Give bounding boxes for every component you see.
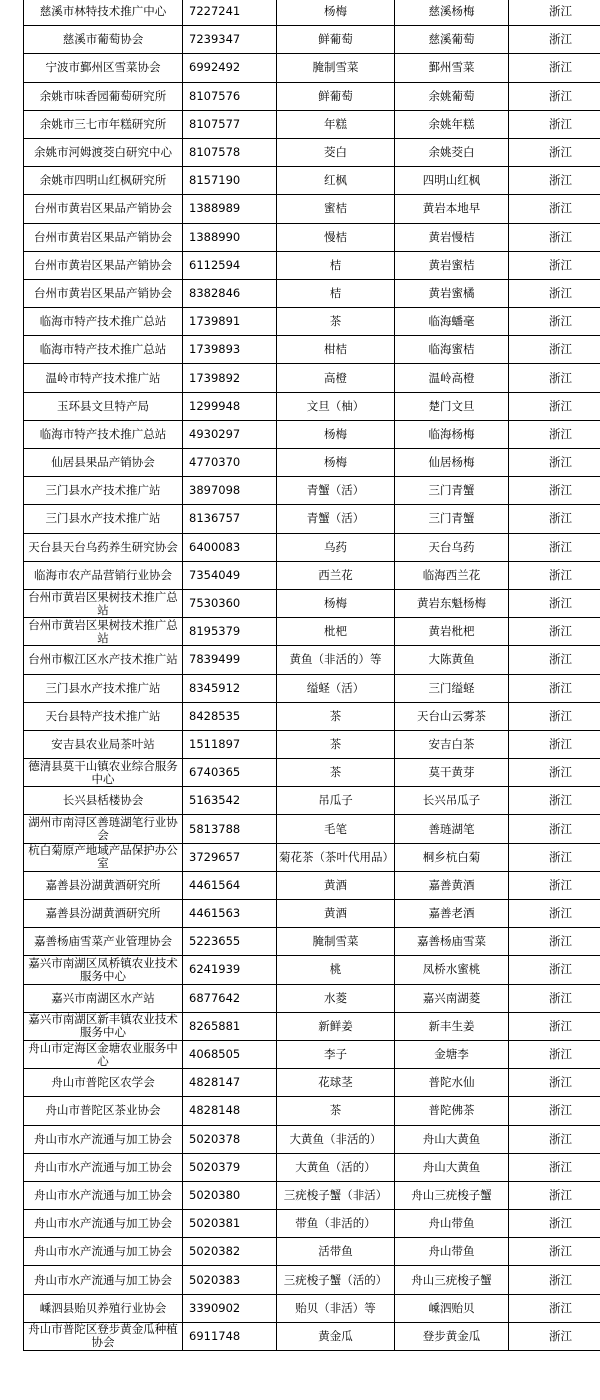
product-cell: 大黄鱼（活的）: [277, 1153, 395, 1181]
province-cell: 浙江: [509, 1266, 600, 1294]
product-cell: 毛笔: [277, 815, 395, 843]
product-cell: 蜜桔: [277, 195, 395, 223]
province-cell: 浙江: [509, 533, 600, 561]
registration-number-cell: 4828148: [183, 1097, 277, 1125]
trademark-name-cell: 金塘李: [395, 1040, 509, 1068]
trademark-name-cell: 舟山三疣梭子蟹: [395, 1181, 509, 1209]
applicant-cell: 台州市黄岩区果品产销协会: [24, 223, 183, 251]
trademark-name-cell: 鄞州雪菜: [395, 54, 509, 82]
product-cell: 茶: [277, 1097, 395, 1125]
province-cell: 浙江: [509, 759, 600, 787]
registration-number-cell: 8428535: [183, 702, 277, 730]
table-row: [24, 1181, 600, 1209]
province-cell: 浙江: [509, 0, 600, 26]
province-cell: 浙江: [509, 505, 600, 533]
table-row: [24, 730, 600, 758]
trademark-name-cell: 黄岩东魁杨梅: [395, 589, 509, 617]
province-cell: 浙江: [509, 815, 600, 843]
table-row: [24, 1012, 600, 1040]
applicant-cell: 仙居县果品产销协会: [24, 449, 183, 477]
registration-number-cell: 8382846: [183, 279, 277, 307]
table-row: [24, 1040, 600, 1068]
table-row: [24, 589, 600, 617]
registration-number-cell: 7839499: [183, 646, 277, 674]
product-cell: 西兰花: [277, 561, 395, 589]
registration-number-cell: 8107577: [183, 110, 277, 138]
product-cell: 新鲜姜: [277, 1012, 395, 1040]
product-cell: 腌制雪菜: [277, 54, 395, 82]
registration-number-cell: 3897098: [183, 477, 277, 505]
table-row: [24, 1322, 600, 1350]
applicant-cell: 舟山市普陀区农学会: [24, 1069, 183, 1097]
trademark-name-cell: 桐乡杭白菊: [395, 843, 509, 871]
trademark-table: [23, 0, 600, 1351]
province-cell: 浙江: [509, 1294, 600, 1322]
province-cell: 浙江: [509, 251, 600, 279]
table-row: [24, 167, 600, 195]
trademark-name-cell: 登步黄金瓜: [395, 1322, 509, 1350]
province-cell: 浙江: [509, 138, 600, 166]
registration-number-cell: 4068505: [183, 1040, 277, 1068]
registration-number-cell: 1739892: [183, 364, 277, 392]
trademark-name-cell: 嵊泗贻贝: [395, 1294, 509, 1322]
product-cell: 桔: [277, 279, 395, 307]
applicant-cell: 三门县水产技术推广站: [24, 505, 183, 533]
province-cell: 浙江: [509, 1322, 600, 1350]
trademark-name-cell: 嘉善杨庙雪菜: [395, 928, 509, 956]
province-cell: 浙江: [509, 449, 600, 477]
applicant-cell: 嵊泗县贻贝养殖行业协会: [24, 1294, 183, 1322]
trademark-name-cell: 舟山大黄鱼: [395, 1153, 509, 1181]
applicant-cell: 长兴县栝楼协会: [24, 787, 183, 815]
registration-number-cell: 6992492: [183, 54, 277, 82]
table-row: [24, 0, 600, 26]
applicant-cell: 天台县特产技术推广站: [24, 702, 183, 730]
trademark-name-cell: 三门青蟹: [395, 477, 509, 505]
trademark-name-cell: 余姚茭白: [395, 138, 509, 166]
registration-number-cell: 1388990: [183, 223, 277, 251]
table-row: [24, 759, 600, 787]
table-row: [24, 138, 600, 166]
province-cell: 浙江: [509, 1125, 600, 1153]
applicant-cell: 三门县水产技术推广站: [24, 477, 183, 505]
applicant-cell: 台州市椒江区水产技术推广站: [24, 646, 183, 674]
province-cell: 浙江: [509, 308, 600, 336]
product-cell: 杨梅: [277, 589, 395, 617]
applicant-cell: 舟山市普陀区登步黄金瓜种植协会: [24, 1322, 183, 1350]
registration-number-cell: 6112594: [183, 251, 277, 279]
trademark-name-cell: 临海西兰花: [395, 561, 509, 589]
applicant-cell: 舟山市普陀区茶业协会: [24, 1097, 183, 1125]
registration-number-cell: 1739891: [183, 308, 277, 336]
table-row: [24, 449, 600, 477]
applicant-cell: 舟山市定海区金塘农业服务中心: [24, 1040, 183, 1068]
province-cell: 浙江: [509, 364, 600, 392]
table-row: [24, 1069, 600, 1097]
registration-number-cell: 7354049: [183, 561, 277, 589]
product-cell: 桃: [277, 956, 395, 984]
registration-number-cell: 8345912: [183, 674, 277, 702]
registration-number-cell: 8265881: [183, 1012, 277, 1040]
applicant-cell: 台州市黄岩区果品产销协会: [24, 251, 183, 279]
trademark-name-cell: 余姚葡萄: [395, 82, 509, 110]
table-row: [24, 223, 600, 251]
trademark-name-cell: 四明山红枫: [395, 167, 509, 195]
applicant-cell: 台州市黄岩区果品产销协会: [24, 195, 183, 223]
trademark-name-cell: 仙居杨梅: [395, 449, 509, 477]
province-cell: 浙江: [509, 477, 600, 505]
table-row: [24, 1238, 600, 1266]
applicant-cell: 临海市特产技术推广总站: [24, 420, 183, 448]
province-cell: 浙江: [509, 900, 600, 928]
product-cell: 杨梅: [277, 0, 395, 26]
product-cell: 桔: [277, 251, 395, 279]
applicant-cell: 天台县天台乌药养生研究协会: [24, 533, 183, 561]
registration-number-cell: 6241939: [183, 956, 277, 984]
trademark-name-cell: 莫干黄芽: [395, 759, 509, 787]
applicant-cell: 余姚市河姆渡茭白研究中心: [24, 138, 183, 166]
province-cell: 浙江: [509, 167, 600, 195]
table-row: [24, 82, 600, 110]
registration-number-cell: 6877642: [183, 984, 277, 1012]
trademark-name-cell: 三门青蟹: [395, 505, 509, 533]
table-row: [24, 871, 600, 899]
applicant-cell: 安吉县农业局茶叶站: [24, 730, 183, 758]
product-cell: 杨梅: [277, 420, 395, 448]
applicant-cell: 余姚市四明山红枫研究所: [24, 167, 183, 195]
trademark-name-cell: 黄岩枇杷: [395, 618, 509, 646]
registration-number-cell: 4930297: [183, 420, 277, 448]
table-row: [24, 392, 600, 420]
registration-number-cell: 6740365: [183, 759, 277, 787]
applicant-cell: 温岭市特产技术推广站: [24, 364, 183, 392]
applicant-cell: 舟山市水产流通与加工协会: [24, 1125, 183, 1153]
province-cell: 浙江: [509, 702, 600, 730]
province-cell: 浙江: [509, 561, 600, 589]
registration-number-cell: 5020383: [183, 1266, 277, 1294]
applicant-cell: 嘉兴市南湖区新丰镇农业技术服务中心: [24, 1012, 183, 1040]
province-cell: 浙江: [509, 1012, 600, 1040]
province-cell: 浙江: [509, 1238, 600, 1266]
applicant-cell: 台州市黄岩区果树技术推广总站: [24, 589, 183, 617]
table-row: [24, 1294, 600, 1322]
product-cell: 活带鱼: [277, 1238, 395, 1266]
trademark-name-cell: 余姚年糕: [395, 110, 509, 138]
province-cell: 浙江: [509, 787, 600, 815]
province-cell: 浙江: [509, 1069, 600, 1097]
registration-number-cell: 5020378: [183, 1125, 277, 1153]
registration-number-cell: 4461563: [183, 900, 277, 928]
product-cell: 缢蛏（活）: [277, 674, 395, 702]
province-cell: 浙江: [509, 1153, 600, 1181]
applicant-cell: 三门县水产技术推广站: [24, 674, 183, 702]
table-row: [24, 26, 600, 54]
registration-number-cell: 1739893: [183, 336, 277, 364]
applicant-cell: 舟山市水产流通与加工协会: [24, 1153, 183, 1181]
table-row: [24, 110, 600, 138]
province-cell: 浙江: [509, 674, 600, 702]
trademark-name-cell: 三门缢蛏: [395, 674, 509, 702]
registration-number-cell: 7530360: [183, 589, 277, 617]
table-row: [24, 561, 600, 589]
applicant-cell: 嘉善县汾湖黄酒研究所: [24, 871, 183, 899]
trademark-name-cell: 舟山带鱼: [395, 1238, 509, 1266]
product-cell: 文旦（柚）: [277, 392, 395, 420]
table-row: [24, 702, 600, 730]
table-row: [24, 364, 600, 392]
registration-number-cell: 4770370: [183, 449, 277, 477]
province-cell: 浙江: [509, 928, 600, 956]
table-row: [24, 477, 600, 505]
table-row: [24, 1266, 600, 1294]
province-cell: 浙江: [509, 956, 600, 984]
province-cell: 浙江: [509, 223, 600, 251]
trademark-name-cell: 舟山大黄鱼: [395, 1125, 509, 1153]
table-row: [24, 787, 600, 815]
product-cell: 茶: [277, 759, 395, 787]
product-cell: 黄酒: [277, 900, 395, 928]
applicant-cell: 舟山市水产流通与加工协会: [24, 1238, 183, 1266]
product-cell: 红枫: [277, 167, 395, 195]
product-cell: 黄鱼（非活的）等: [277, 646, 395, 674]
table-row: [24, 336, 600, 364]
registration-number-cell: 5223655: [183, 928, 277, 956]
product-cell: 花球茎: [277, 1069, 395, 1097]
product-cell: 吊瓜子: [277, 787, 395, 815]
applicant-cell: 台州市黄岩区果品产销协会: [24, 279, 183, 307]
product-cell: 鲜葡萄: [277, 26, 395, 54]
registration-number-cell: 5813788: [183, 815, 277, 843]
table-row: [24, 279, 600, 307]
table-row: [24, 505, 600, 533]
table-row: [24, 843, 600, 871]
province-cell: 浙江: [509, 279, 600, 307]
trademark-name-cell: 慈溪葡萄: [395, 26, 509, 54]
product-cell: 慢桔: [277, 223, 395, 251]
table-row: [24, 928, 600, 956]
product-cell: 菊花茶（茶叶代用品）: [277, 843, 395, 871]
registration-number-cell: 6400083: [183, 533, 277, 561]
applicant-cell: 余姚市三七市年糕研究所: [24, 110, 183, 138]
registration-number-cell: 5020381: [183, 1210, 277, 1238]
product-cell: 年糕: [277, 110, 395, 138]
province-cell: 浙江: [509, 420, 600, 448]
product-cell: 大黄鱼（非活的）: [277, 1125, 395, 1153]
applicant-cell: 嘉善县汾湖黄酒研究所: [24, 900, 183, 928]
province-cell: 浙江: [509, 646, 600, 674]
province-cell: 浙江: [509, 984, 600, 1012]
trademark-name-cell: 天台乌药: [395, 533, 509, 561]
registration-number-cell: 7239347: [183, 26, 277, 54]
registration-number-cell: 1388989: [183, 195, 277, 223]
registration-number-cell: 4828147: [183, 1069, 277, 1097]
applicant-cell: 慈溪市葡萄协会: [24, 26, 183, 54]
trademark-name-cell: 黄岩本地早: [395, 195, 509, 223]
product-cell: 枇杷: [277, 618, 395, 646]
registration-number-cell: 7227241: [183, 0, 277, 26]
registration-number-cell: 5020382: [183, 1238, 277, 1266]
trademark-name-cell: 大陈黄鱼: [395, 646, 509, 674]
registration-number-cell: 6911748: [183, 1322, 277, 1350]
applicant-cell: 舟山市水产流通与加工协会: [24, 1181, 183, 1209]
product-cell: 三疣梭子蟹（活的）: [277, 1266, 395, 1294]
table-body: [24, 0, 600, 1351]
table-row: [24, 1125, 600, 1153]
trademark-name-cell: 黄岩慢桔: [395, 223, 509, 251]
product-cell: 鲜葡萄: [277, 82, 395, 110]
applicant-cell: 玉环县文旦特产局: [24, 392, 183, 420]
product-cell: 柑桔: [277, 336, 395, 364]
trademark-name-cell: 普陀水仙: [395, 1069, 509, 1097]
applicant-cell: 台州市黄岩区果树技术推广总站: [24, 618, 183, 646]
trademark-name-cell: 凤桥水蜜桃: [395, 956, 509, 984]
trademark-name-cell: 普陀佛茶: [395, 1097, 509, 1125]
table-row: [24, 54, 600, 82]
trademark-name-cell: 临海杨梅: [395, 420, 509, 448]
registration-number-cell: 5020380: [183, 1181, 277, 1209]
province-cell: 浙江: [509, 54, 600, 82]
province-cell: 浙江: [509, 1210, 600, 1238]
trademark-name-cell: 天台山云雾茶: [395, 702, 509, 730]
registration-number-cell: 1299948: [183, 392, 277, 420]
trademark-name-cell: 长兴吊瓜子: [395, 787, 509, 815]
product-cell: 杨梅: [277, 449, 395, 477]
table-row: [24, 984, 600, 1012]
trademark-name-cell: 楚门文旦: [395, 392, 509, 420]
province-cell: 浙江: [509, 336, 600, 364]
table-row: [24, 533, 600, 561]
applicant-cell: 德清县莫干山镇农业综合服务中心: [24, 759, 183, 787]
trademark-name-cell: 慈溪杨梅: [395, 0, 509, 26]
product-cell: 高橙: [277, 364, 395, 392]
applicant-cell: 临海市特产技术推广总站: [24, 308, 183, 336]
province-cell: 浙江: [509, 730, 600, 758]
trademark-name-cell: 黄岩蜜桔: [395, 251, 509, 279]
product-cell: 腌制雪菜: [277, 928, 395, 956]
province-cell: 浙江: [509, 26, 600, 54]
table-row: [24, 308, 600, 336]
product-cell: 带鱼（非活的）: [277, 1210, 395, 1238]
registration-number-cell: 8157190: [183, 167, 277, 195]
applicant-cell: 临海市农产品营销行业协会: [24, 561, 183, 589]
product-cell: 茶: [277, 308, 395, 336]
province-cell: 浙江: [509, 110, 600, 138]
trademark-name-cell: 嘉兴南湖菱: [395, 984, 509, 1012]
product-cell: 水菱: [277, 984, 395, 1012]
table-row: [24, 618, 600, 646]
product-cell: 茶: [277, 730, 395, 758]
registration-number-cell: 8136757: [183, 505, 277, 533]
province-cell: 浙江: [509, 1097, 600, 1125]
province-cell: 浙江: [509, 195, 600, 223]
applicant-cell: 嘉兴市南湖区凤桥镇农业技术服务中心: [24, 956, 183, 984]
applicant-cell: 杭白菊原产地域产品保护办公室: [24, 843, 183, 871]
registration-number-cell: 8107578: [183, 138, 277, 166]
table-row: [24, 1097, 600, 1125]
product-cell: 乌药: [277, 533, 395, 561]
product-cell: 三疣梭子蟹（非活）: [277, 1181, 395, 1209]
product-cell: 茶: [277, 702, 395, 730]
table-row: [24, 956, 600, 984]
product-cell: 青蟹（活）: [277, 477, 395, 505]
table-row: [24, 815, 600, 843]
registration-number-cell: 5020379: [183, 1153, 277, 1181]
trademark-name-cell: 嘉善老酒: [395, 900, 509, 928]
product-cell: 贻贝（非活）等: [277, 1294, 395, 1322]
trademark-name-cell: 嘉善黄酒: [395, 871, 509, 899]
table-row: [24, 1153, 600, 1181]
product-cell: 黄酒: [277, 871, 395, 899]
registration-number-cell: 4461564: [183, 871, 277, 899]
table-row: [24, 195, 600, 223]
province-cell: 浙江: [509, 1181, 600, 1209]
province-cell: 浙江: [509, 392, 600, 420]
trademark-name-cell: 温岭高橙: [395, 364, 509, 392]
registration-number-cell: 3390902: [183, 1294, 277, 1322]
table-row: [24, 646, 600, 674]
applicant-cell: 舟山市水产流通与加工协会: [24, 1210, 183, 1238]
province-cell: 浙江: [509, 618, 600, 646]
province-cell: 浙江: [509, 871, 600, 899]
registration-number-cell: 8107576: [183, 82, 277, 110]
registration-number-cell: 1511897: [183, 730, 277, 758]
applicant-cell: 湖州市南浔区善琏湖笔行业协会: [24, 815, 183, 843]
province-cell: 浙江: [509, 843, 600, 871]
trademark-name-cell: 黄岩蜜橘: [395, 279, 509, 307]
registration-number-cell: 8195379: [183, 618, 277, 646]
trademark-name-cell: 新丰生姜: [395, 1012, 509, 1040]
registration-number-cell: 3729657: [183, 843, 277, 871]
trademark-name-cell: 临海蜜桔: [395, 336, 509, 364]
applicant-cell: 余姚市味香园葡萄研究所: [24, 82, 183, 110]
table-row: [24, 900, 600, 928]
trademark-name-cell: 舟山三疣梭子蟹: [395, 1266, 509, 1294]
province-cell: 浙江: [509, 589, 600, 617]
applicant-cell: 嘉善杨庙雪菜产业管理协会: [24, 928, 183, 956]
trademark-name-cell: 临海蟠毫: [395, 308, 509, 336]
table-row: [24, 674, 600, 702]
table-row: [24, 1210, 600, 1238]
applicant-cell: 舟山市水产流通与加工协会: [24, 1266, 183, 1294]
registration-number-cell: 5163542: [183, 787, 277, 815]
product-cell: 黄金瓜: [277, 1322, 395, 1350]
table-row: [24, 420, 600, 448]
product-cell: 青蟹（活）: [277, 505, 395, 533]
trademark-name-cell: 舟山带鱼: [395, 1210, 509, 1238]
table-row: [24, 251, 600, 279]
product-cell: 茭白: [277, 138, 395, 166]
province-cell: 浙江: [509, 82, 600, 110]
trademark-name-cell: 安吉白茶: [395, 730, 509, 758]
product-cell: 李子: [277, 1040, 395, 1068]
province-cell: 浙江: [509, 1040, 600, 1068]
applicant-cell: 慈溪市林特技术推广中心: [24, 0, 183, 26]
applicant-cell: 临海市特产技术推广总站: [24, 336, 183, 364]
trademark-name-cell: 善琏湖笔: [395, 815, 509, 843]
applicant-cell: 宁波市鄞州区雪菜协会: [24, 54, 183, 82]
applicant-cell: 嘉兴市南湖区水产站: [24, 984, 183, 1012]
